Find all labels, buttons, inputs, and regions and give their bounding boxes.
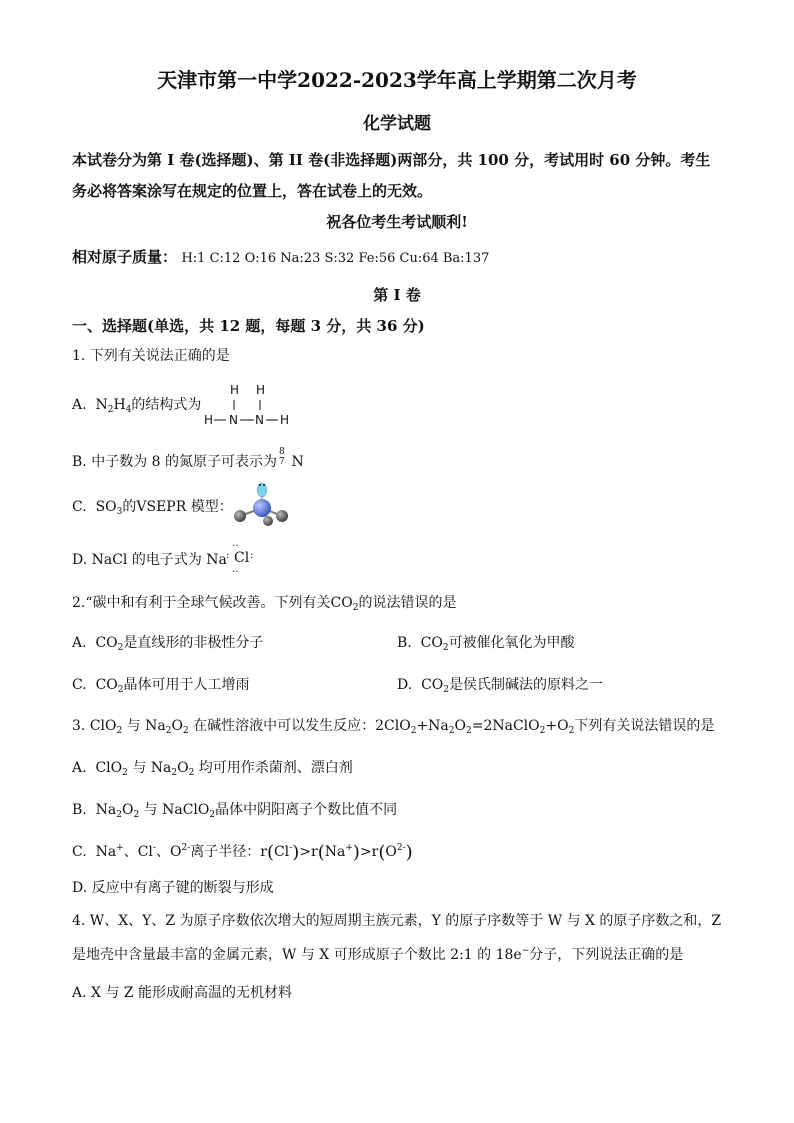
volume-label: 第 I 卷 bbox=[373, 286, 421, 304]
q1-a-prefix: A. bbox=[72, 397, 87, 413]
atomic-mass-line bbox=[72, 247, 489, 269]
q1-c-prefix: C. bbox=[72, 499, 87, 515]
q2-co2: $CO_2$ bbox=[330, 595, 359, 613]
q1-c-text: 的VSEPR 模型： bbox=[122, 499, 233, 515]
q2-b-text: 可被催化氧化为甲酸 bbox=[448, 635, 575, 651]
q1-b-symbol: N bbox=[291, 454, 304, 470]
svg-text:H: H bbox=[230, 383, 240, 397]
q2-stem-text: 2.“碳中和有利于全球气候改善。下列有关 bbox=[72, 595, 331, 611]
exam-title: 天津市第一中学2022-2023学年高上学期第二次月考 bbox=[157, 68, 637, 92]
svg-text:H: H bbox=[256, 383, 266, 397]
q3-stem-tail: 下列有关说法错误的是 bbox=[574, 718, 715, 734]
q3-c-text: 离子半径： bbox=[190, 844, 261, 860]
q2-option-a: A. $CO_2$是直线形的非极性分子 bbox=[72, 635, 264, 653]
intro-line-1: 本试卷分为第 I 卷(选择题)、第 II 卷(非选择题)两部分，共 100 分，考试用时 60 分钟。考生 bbox=[72, 151, 711, 169]
intro-line-2: 务必将答案涂写在规定的位置上，答在试卷上的无效。 bbox=[72, 182, 433, 200]
q1-a-formula: $N_2H_4$ bbox=[95, 397, 132, 415]
q2-stem-tail: 的说法错误的是 bbox=[358, 595, 457, 611]
q3-option-a: A. ClO$_2$ 与 $Na_2O_2$ 均可用作杀菌剂、漂白剂 bbox=[72, 760, 353, 778]
q3-option-b: B. $Na_2O_2$ 与 NaClO$_2$晶体中阴阳离子个数比值不同 bbox=[72, 802, 398, 820]
q3-b-text: 晶体中阴阳离子个数比值不同 bbox=[215, 802, 398, 818]
q4-stem-line-1: 4. W、X、Y、Z 为原子序数依次增大的短周期主族元素，Y 的原子序数等于 W 与 X 的原子序数之和，Z bbox=[72, 913, 722, 929]
q1-b-mass-number: 8 bbox=[279, 447, 285, 457]
hydrazine-structure-diagram bbox=[200, 380, 300, 430]
atomic-mass-values: H:1 C:12 O:16 Na:23 S:32 Fe:56 Cu:64 Ba:137 bbox=[181, 251, 490, 266]
q2-option-d: D. $CO_2$是侯氏制碱法的原料之一 bbox=[397, 677, 603, 695]
q1-option-c bbox=[72, 497, 233, 517]
q1-option-d bbox=[72, 550, 227, 570]
so3-vsepr-model-image bbox=[228, 478, 298, 528]
svg-text:N: N bbox=[255, 413, 264, 427]
q4-stem-line-2: 是地壳中含量最丰富的金属元素，W 与 X 可形成原子个数比 2:1 的 18e−分子，下列说法正确的是 bbox=[72, 946, 684, 963]
q2-c-text: 晶体可用于人工增雨 bbox=[123, 677, 250, 693]
q1-b-text: B. 中子数为 8 的氮原子可表示为 bbox=[72, 454, 277, 470]
q1-c-formula: $SO_3$ bbox=[95, 499, 123, 517]
q4-option-a: A. X 与 Z 能形成耐高温的无机材料 bbox=[72, 985, 293, 1001]
section-heading: 一、选择题(单选，共 12 题，每题 3 分，共 36 分) bbox=[72, 317, 425, 335]
svg-text:H: H bbox=[204, 413, 214, 427]
q2-option-b: B. $CO_2$可被催化氧化为甲酸 bbox=[397, 635, 575, 653]
exam-subtitle: 化学试题 bbox=[363, 114, 431, 134]
q2-d-text: 是侯氏制碱法的原料之一 bbox=[449, 677, 603, 693]
nacl-electron-dot-cl: ‥ : Cl : ‥ bbox=[226, 538, 254, 575]
q1-d-cl-symbol: Cl bbox=[234, 550, 250, 566]
q2-stem bbox=[72, 593, 456, 613]
svg-text:H: H bbox=[280, 413, 290, 427]
q1-stem: 1. 下列有关说法正确的是 bbox=[72, 348, 230, 364]
q3-option-d: D. 反应中有离子键的断裂与形成 bbox=[72, 880, 274, 896]
atomic-mass-label: 相对原子质量： bbox=[72, 248, 178, 266]
q1-b-nuclide-numbers bbox=[277, 446, 287, 466]
q1-option-a bbox=[72, 395, 201, 415]
q3-option-c: C. Na+、Cl-、$O^{2-}$离子半径：$r(Cl^-)>r(Na^+)>r(O^{2-})$ bbox=[72, 842, 413, 863]
q1-a-text: 的结构式为 bbox=[131, 397, 202, 413]
q3-stem: 3. ClO$_2$ 与 $Na_2O_2$ 在碱性溶液中可以发生反应：$2ClO_2+Na_2O_2=2NaClO_2+O_2$下列有关说法错误的是 bbox=[72, 718, 715, 736]
q3-a-text: 均可用作杀菌剂、漂白剂 bbox=[194, 760, 353, 776]
q2-option-c: C. $CO_2$晶体可用于人工增雨 bbox=[72, 677, 250, 695]
q1-b-atomic-number: 7 bbox=[279, 457, 285, 467]
intro-wish: 祝各位考生考试顺利! bbox=[326, 213, 468, 231]
q2-a-text: 是直线形的非极性分子 bbox=[123, 635, 264, 651]
svg-text:N: N bbox=[229, 413, 238, 427]
q1-option-b bbox=[72, 446, 304, 472]
q1-d-text: D. NaCl 的电子式为 Na bbox=[72, 552, 227, 568]
